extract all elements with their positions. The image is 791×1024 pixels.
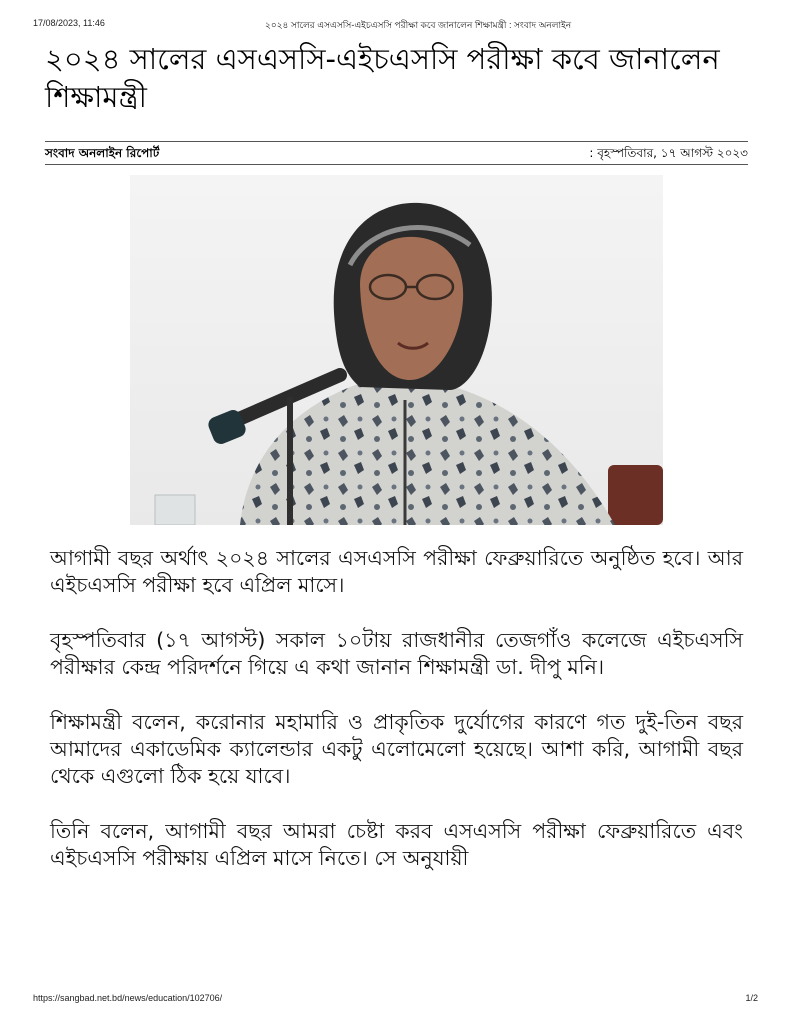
- author-name: সংবাদ অনলাইন রিপোর্ট: [45, 146, 160, 160]
- page-number: 1/2: [745, 993, 758, 1003]
- article-paragraph-3: শিক্ষামন্ত্রী বলেন, করোনার মহামারি ও প্রাকৃতিক দুর্যোগের কারণে গত দুই-তিন বছর আমাদের একাডেমিক ক্যালেন্ডার একটু এলোমেলো হয়েছে। আশা করি, আগামী বছর থেকে এগুলো ঠিক হয়ে যাবে।: [50, 710, 743, 788]
- article-photo: [130, 175, 663, 525]
- publish-date: : বৃহস্পতিবার, ১৭ আগস্ট ২০২৩: [589, 146, 748, 160]
- portrait-illustration: [130, 175, 663, 525]
- article-paragraph-1: আগামী বছর অর্থাৎ ২০২৪ সালের এসএসসি পরীক্ষা ফেব্রুয়ারিতে অনুষ্ঠিত হবে। আর এইচএসসি পরীক্ষা হবে এপ্রিল মাসে।: [50, 546, 743, 597]
- article-body: [50, 545, 743, 900]
- print-page-title: ২০২৪ সালের এসএসসি-এইচএসসি পরীক্ষা কবে জানালেন শিক্ষামন্ত্রী : সংবাদ অনলাইন: [265, 20, 572, 30]
- page-url: https://sangbad.net.bd/news/education/102706/: [33, 993, 223, 1003]
- byline: [45, 141, 748, 165]
- article-paragraph-4: তিনি বলেন, আগামী বছর আমরা চেষ্টা করব এসএসসি পরীক্ষা ফেব্রুয়ারিতে এবং এইচএসসি পরীক্ষায় এপ্রিল মাসে নিতে। সে অনুযায়ী: [50, 819, 743, 870]
- print-timestamp: 17/08/2023, 11:46: [33, 18, 105, 28]
- article-paragraph-2: বৃহস্পতিবার (১৭ আগস্ট) সকাল ১০টায় রাজধানীর তেজগাঁও কলেজে এইচএসসি পরীক্ষার কেন্দ্র পরিদর্শনে গিয়ে এ কথা জানান শিক্ষামন্ত্রী ডা. দীপু মনি।: [50, 628, 743, 679]
- print-header: [0, 18, 791, 32]
- article-headline: ২০২৪ সালের এসএসসি-এইচএসসি পরীক্ষা কবে জানালেন শিক্ষামন্ত্রী: [45, 42, 720, 114]
- print-footer: [0, 993, 791, 1007]
